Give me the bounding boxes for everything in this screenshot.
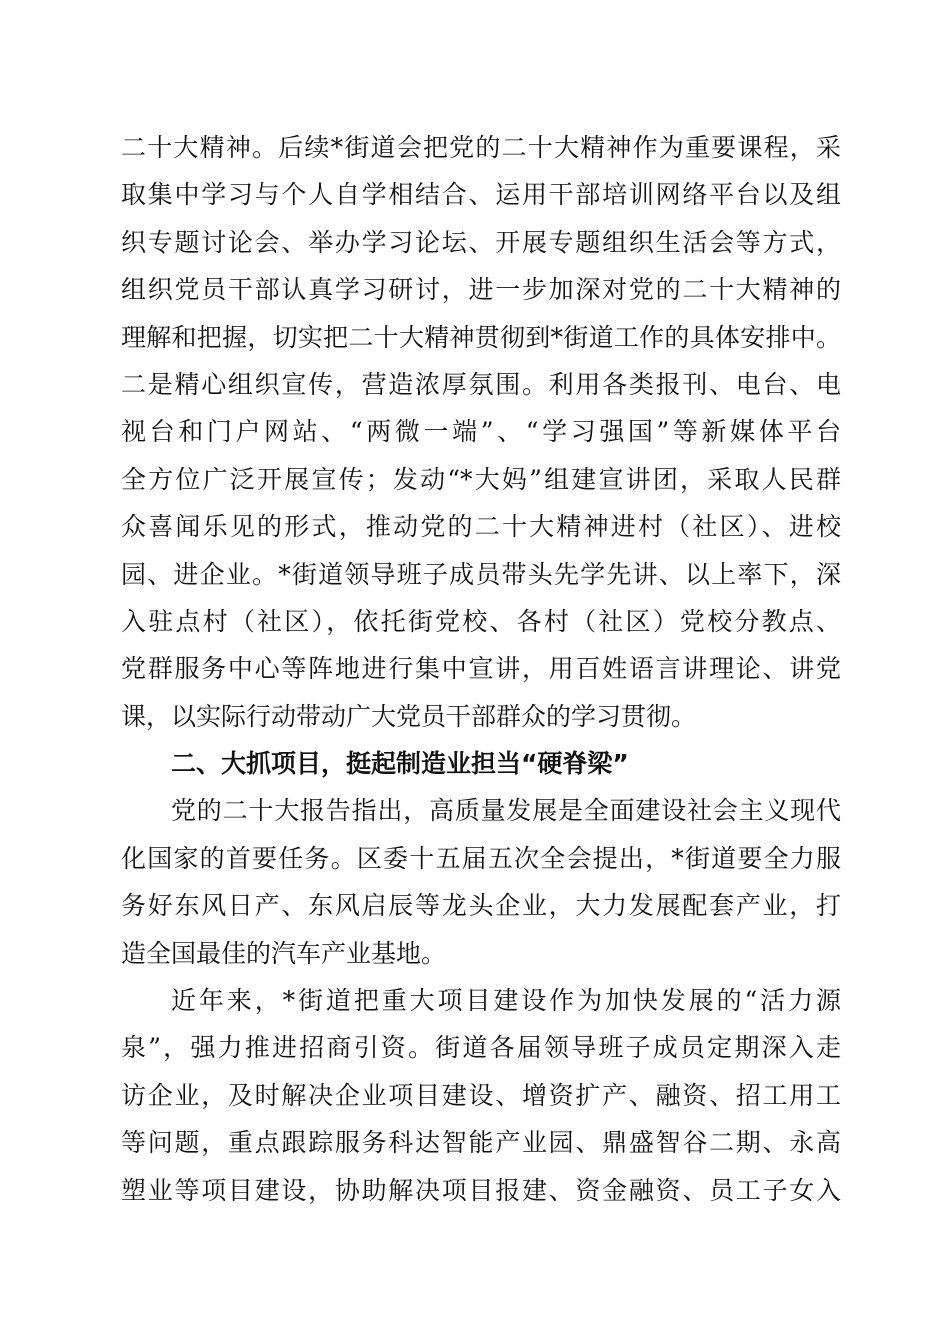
- text-line-12: 党群服务中心等阵地进行集中宣讲，用百姓语言讲理论、讲党: [121, 654, 841, 684]
- text-line-6: 二是精心组织宣传，营造浓厚氛围。利用各类报刊、电台、电: [121, 369, 841, 399]
- text-line-4: 组织党员干部认真学习研讨，进一步加深对党的二十大精神的: [121, 275, 841, 305]
- text-line-17: 务好东风日产、东风启辰等龙头企业，大力发展配套产业，打: [121, 891, 841, 921]
- section-heading: 二、大抓项目，挺起制造业担当“硬脊梁”: [171, 749, 629, 779]
- text-line-7: 视台和门户网站、“两微一端”、“学习强国”等新媒体平台: [121, 417, 841, 447]
- text-line-15: 党的二十大报告指出，高质量发展是全面建设社会主义现代: [171, 796, 841, 826]
- text-line-13: 课，以实际行动带动广大党员干部群众的学习贯彻。: [121, 701, 697, 731]
- text-line-3: 织专题讨论会、举办学习论坛、开展专题组织生活会等方式，: [121, 227, 841, 257]
- text-line-11: 入驻点村（社区），依托街党校、各村（社区）党校分教点、: [121, 606, 841, 636]
- text-line-10: 园、进企业。*街道领导班子成员带头先学先讲、以上率下，深: [121, 559, 841, 589]
- text-line-2: 取集中学习与个人自学相结合、运用干部培训网络平台以及组: [121, 180, 841, 210]
- text-line-5: 理解和把握，切实把二十大精神贯彻到*街道工作的具体安排中。: [121, 322, 841, 352]
- text-line-22: 等问题，重点跟踪服务科达智能产业园、鼎盛智谷二期、永高: [121, 1128, 841, 1158]
- text-line-20: 泉”，强力推进招商引资。街道各届领导班子成员定期深入走: [121, 1033, 841, 1063]
- text-line-21: 访企业，及时解决企业项目建设、增资扩产、融资、招工用工: [121, 1080, 841, 1110]
- text-line-23: 塑业等项目建设，协助解决项目报建、资金融资、员工子女入: [121, 1175, 841, 1205]
- text-line-16: 化国家的首要任务。区委十五届五次全会提出，*街道要全力服: [121, 843, 841, 873]
- text-line-1: 二十大精神。后续*街道会把党的二十大精神作为重要课程，采: [121, 133, 841, 162]
- text-line-9: 众喜闻乐见的形式，推动党的二十大精神进村（社区）、进校: [121, 512, 841, 542]
- text-line-19: 近年来，*街道把重大项目建设作为加快发展的“活力源: [171, 986, 841, 1016]
- text-line-8: 全方位广泛开展宣传；发动“*大妈”组建宣讲团，采取人民群: [121, 464, 841, 494]
- text-line-18: 造全国最佳的汽车产业基地。: [121, 938, 447, 968]
- document-body: [121, 124, 841, 1214]
